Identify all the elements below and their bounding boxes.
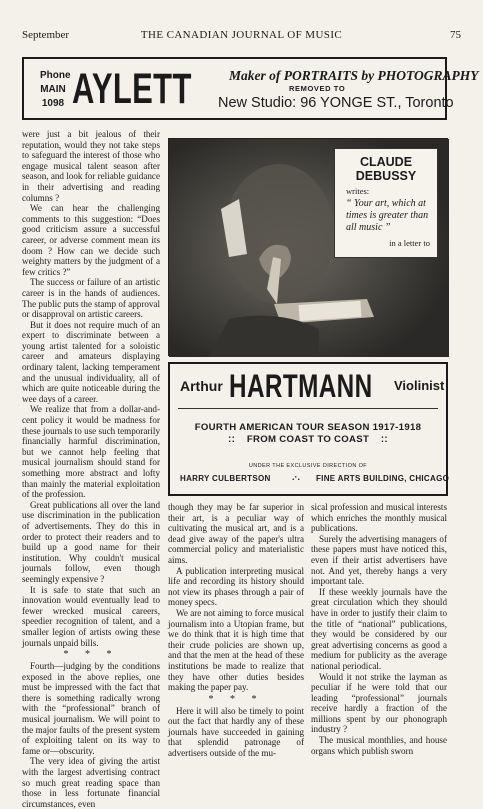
- hartmann-advertisement: [168, 362, 448, 496]
- aylett-tagline: Maker of PORTRAITS by PHOTOGRAPHY: [229, 68, 479, 83]
- paragraph: Fourth—judging by the conditions exposed in the above replies, one must be impressed with the fact that there is something radically wrong with the “professional” branch of musical journalism. We will point to the major faults of the present system of exploiting talent on its way to fame or—obscurity.: [22, 661, 160, 756]
- phone-label: Phone: [40, 70, 71, 81]
- under-direction: UNDER THE EXCLUSIVE DIRECTION OF: [248, 463, 368, 469]
- paragraph: The success or failure of an artistic career is in the hands of audiences. The public puts the stamp of approval or disapproval on artistic careers.: [22, 277, 160, 320]
- tour-announcement: [170, 422, 446, 446]
- manager-separator: .·.: [292, 472, 300, 482]
- hartmann-surname: HARTMANN: [229, 368, 373, 404]
- quote-source: in a letter to: [389, 238, 430, 248]
- manager-address: FINE ARTS BUILDING, CHICAGO: [316, 474, 450, 483]
- debussy-quote-card: [334, 148, 438, 258]
- quote-text: “ Your art, which at times is greater than all music ”: [346, 198, 429, 233]
- aylett-phone: [40, 69, 71, 111]
- aylett-name: AYLETT: [72, 65, 192, 113]
- paragraph: A publication interpreting musical life and recording its history should not view its phases through a pair of money specs.: [168, 565, 304, 608]
- quote-author-first: CLAUDE: [359, 155, 413, 169]
- quote-author: [342, 155, 430, 183]
- bottom-column-1: [168, 502, 304, 759]
- section-divider: * * *: [63, 649, 119, 661]
- hartmann-first-name: Arthur: [180, 378, 223, 394]
- section-divider: * * *: [208, 693, 264, 705]
- paragraph: were just a bit jealous of their reputation, would they not take steps to safeguard the interest of those who engage musical talent season after season, and look for reliable guidance in their advertising and reading columns ?: [22, 129, 160, 203]
- hartmann-role: Violinist: [394, 378, 445, 393]
- paragraph: The very idea of giving the artist with the largest advertising contract so much great reading space than those in less fortunate financial circumstances, even: [22, 756, 160, 809]
- paragraph: sical profession and musical interests which enriches the monthly musical publications.: [311, 502, 447, 534]
- paragraph: Would it not strike the layman as peculiar if he were told that our leading “professional” journals receive hardly a fraction of the millions spent by our phonograph industry ?: [311, 671, 447, 735]
- header-month: September: [22, 29, 70, 41]
- aylett-studio-address: New Studio: 96 YONGE ST., Toronto: [218, 95, 454, 111]
- quote-writes: writes:: [346, 186, 370, 196]
- page-number: 75: [450, 29, 461, 41]
- paragraph: But it does not require much of an expert to discriminate between a young artist talented for a soloistic career and amateurs displaying ordinary talent, lacking temperament and the unusual individuality, all of which are quite noticeable during the wee days of a career.: [22, 319, 160, 404]
- paragraph: Great publications all over the land use discrimination in the publication of advertisements. They do this in order to protect their readers and to build up a good name for their institution. Why couldn't musical journals follow, even though seemingly expensive ?: [22, 499, 160, 584]
- quote-author-last: DEBUSSY: [355, 169, 417, 183]
- paragraph: We are not aiming to force musical journalism into a Utopian frame, but we do think that it is high time that their crude policies are shown up, and that the men at the head of these institutions be made to realize that they have other duties besides making the paper pay.: [168, 607, 304, 693]
- paragraph: We can hear the challenging comments to this suggestion: “Does good criticism assure a successful career, or adverse comment mean its doom ? How can we decide such weighty matters by the judgment of a few critics ?”: [22, 203, 160, 277]
- divider-rule: [178, 408, 438, 409]
- paragraph: We realize that from a dollar-and-cent policy it would be madness for these journals to use such temporarily financially harmful discrimination, but we cannot help feeling that musical journalism should stand for something more abstract and lofty than mainly the material exploitation of the profession.: [22, 404, 160, 500]
- left-column: [22, 129, 160, 809]
- phone-exchange: MAIN: [40, 84, 66, 95]
- manager-name: HARRY CULBERTSON: [180, 474, 271, 483]
- journal-title: THE CANADIAN JOURNAL OF MUSIC: [140, 29, 343, 41]
- running-head: [22, 29, 461, 43]
- paragraph: Here it will also be timely to point out the fact that hardly any of these journals have succeeded in gaining that splendid patronage of advertisers outside of the mu-: [168, 705, 304, 759]
- bottom-column-2: [311, 502, 447, 756]
- tour-colons-right: ::: [380, 434, 388, 445]
- tour-line-2: FROM COAST TO COAST: [246, 434, 370, 445]
- paragraph: It is safe to state that such an innovation would eventually lead to fewer wrecked musical careers, speedier recognition of talent, and a smaller legion of artists owing these journals unpaid bills.: [22, 584, 160, 648]
- phone-number: 1098: [41, 98, 65, 109]
- aylett-removed: REMOVED TO: [289, 84, 346, 93]
- aylett-advertisement: [22, 57, 479, 120]
- tour-line-1: FOURTH AMERICAN TOUR SEASON 1917-1918: [194, 422, 422, 433]
- tour-colons-left: ::: [228, 434, 236, 445]
- paragraph: though they may be far superior in their art, is a peculiar way of cultivating the musical art, and is a dead give away of the paper's ultra commercial policy and materialistic aims.: [168, 502, 304, 565]
- paragraph: Surely the advertising managers of these papers must have noticed this, even if their artist advertisers have not. And yet, thereby hangs a very important tale.: [311, 533, 447, 587]
- paragraph: The musical monthlies, and house organs which publish sworn: [311, 735, 447, 756]
- paragraph: If these weekly journals have the great circulation which they should have in order to justify their claim to the title of “national” publications, they would be considered by our great advertising concerns as good a medium for publicity as the average national periodical.: [311, 586, 447, 671]
